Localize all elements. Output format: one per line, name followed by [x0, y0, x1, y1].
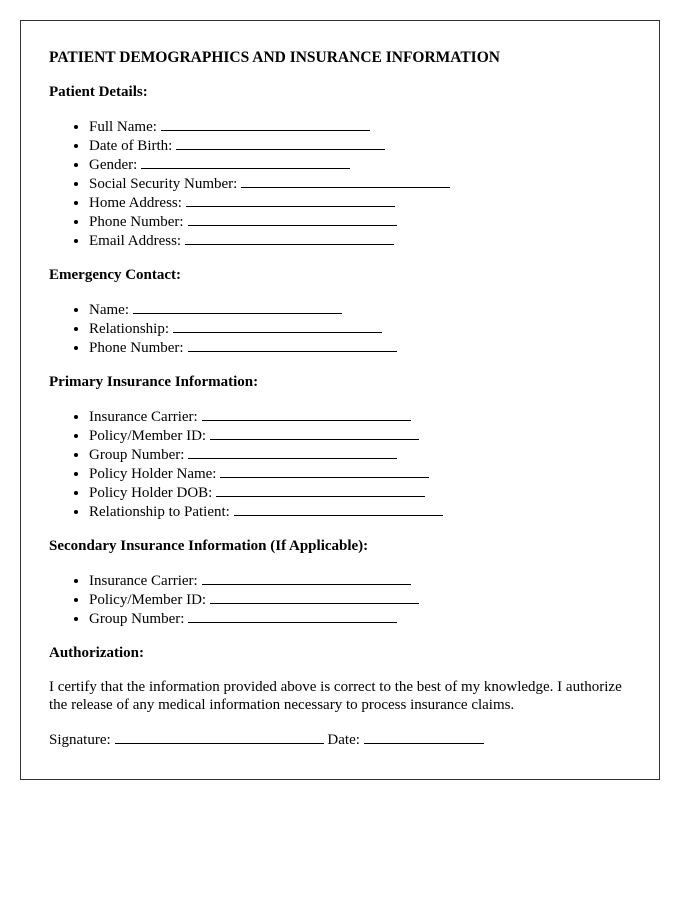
form-page [20, 20, 660, 780]
ec-phone-blank[interactable] [188, 338, 397, 352]
field-label: Email Address: [89, 233, 182, 249]
field-label: Phone Number: [89, 340, 184, 356]
field-si-group-number [89, 609, 631, 628]
field-pi-group-number [89, 445, 631, 464]
field-label: Group Number: [89, 611, 185, 627]
pi-member-id-blank[interactable] [210, 426, 419, 440]
field-ec-phone [89, 338, 631, 357]
field-si-member-id [89, 590, 631, 609]
field-email-address [89, 231, 631, 250]
full-name-blank[interactable] [161, 117, 370, 131]
form-title: PATIENT DEMOGRAPHICS AND INSURANCE INFORMATION [49, 49, 500, 66]
field-label: Group Number: [89, 447, 185, 463]
field-label: Phone Number: [89, 214, 184, 230]
signature-line [49, 730, 631, 749]
field-pi-carrier [89, 407, 631, 426]
field-pi-member-id [89, 426, 631, 445]
field-label: Relationship: [89, 321, 169, 337]
field-label: Date of Birth: [89, 138, 173, 154]
date-of-birth-blank[interactable] [176, 136, 385, 150]
field-gender [89, 155, 631, 174]
field-full-name [89, 117, 631, 136]
section-heading-primary-insurance: Primary Insurance Information: [49, 374, 259, 390]
field-label: Home Address: [89, 195, 182, 211]
field-pi-holder-name [89, 464, 631, 483]
field-label: Full Name: [89, 119, 157, 135]
field-pi-holder-dob [89, 483, 631, 502]
phone-number-blank[interactable] [188, 212, 397, 226]
si-carrier-blank[interactable] [202, 571, 411, 585]
authorization-statement: I certify that the information provided above is correct to the best of my knowledge. I authorize the release of any medical information necessary to process insurance claims. [49, 679, 622, 713]
secondary-insurance-list [49, 571, 631, 628]
field-pi-relationship [89, 502, 631, 521]
pi-holder-name-blank[interactable] [220, 464, 429, 478]
si-group-number-blank[interactable] [188, 609, 397, 623]
ec-name-blank[interactable] [133, 300, 342, 314]
pi-group-number-blank[interactable] [188, 445, 397, 459]
emergency-contact-list [49, 300, 631, 357]
field-phone-number [89, 212, 631, 231]
pi-carrier-blank[interactable] [202, 407, 411, 421]
gender-blank[interactable] [141, 155, 350, 169]
ssn-blank[interactable] [241, 174, 450, 188]
si-member-id-blank[interactable] [210, 590, 419, 604]
email-address-blank[interactable] [185, 231, 394, 245]
section-heading-emergency-contact: Emergency Contact: [49, 267, 182, 283]
signature-blank[interactable] [115, 730, 324, 744]
field-ssn [89, 174, 631, 193]
pi-relationship-blank[interactable] [234, 502, 443, 516]
field-label: Insurance Carrier: [89, 573, 198, 589]
field-label: Social Security Number: [89, 176, 238, 192]
section-heading-patient-details: Patient Details: [49, 84, 148, 100]
signature-label: Signature: [49, 732, 111, 748]
field-home-address [89, 193, 631, 212]
pi-holder-dob-blank[interactable] [216, 483, 425, 497]
section-heading-authorization: Authorization: [49, 645, 144, 661]
section-heading-secondary-insurance: Secondary Insurance Information (If Applicable): [49, 538, 369, 554]
field-ec-relationship [89, 319, 631, 338]
field-si-carrier [89, 571, 631, 590]
date-label: Date: [327, 732, 360, 748]
field-ec-name [89, 300, 631, 319]
ec-relationship-blank[interactable] [173, 319, 382, 333]
patient-details-list [49, 117, 631, 250]
field-label: Name: [89, 302, 129, 318]
field-label: Policy Holder Name: [89, 466, 217, 482]
field-label: Policy/Member ID: [89, 428, 207, 444]
field-label: Policy/Member ID: [89, 592, 207, 608]
field-label: Relationship to Patient: [89, 504, 230, 520]
field-label: Insurance Carrier: [89, 409, 198, 425]
primary-insurance-list [49, 407, 631, 521]
field-label: Gender: [89, 157, 138, 173]
field-label: Policy Holder DOB: [89, 485, 213, 501]
field-date-of-birth [89, 136, 631, 155]
date-blank[interactable] [364, 730, 484, 744]
home-address-blank[interactable] [186, 193, 395, 207]
